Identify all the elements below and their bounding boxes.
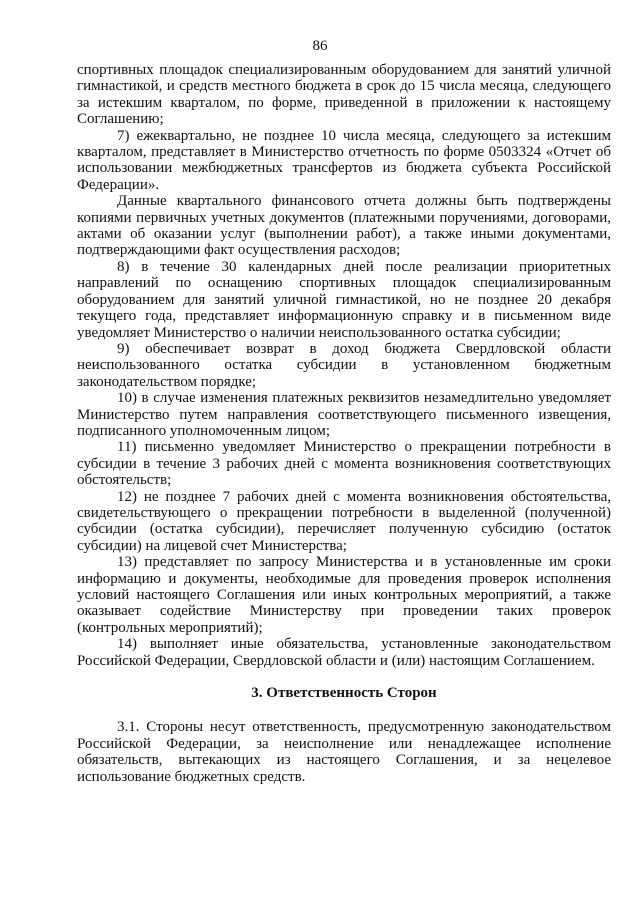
section-heading: 3. Ответственность Сторон bbox=[251, 685, 437, 702]
paragraph-item-14: 14) выполняет иные обязательства, установленные законодательством Российской Федерации, Свердловской области и (или) настоящим Соглашением. bbox=[77, 636, 611, 669]
paragraph-item-7: 7) ежеквартально, не позднее 10 числа месяца, следующего за истекшим кварталом, представляет в Министерство отчетность по форме 0503324 «Отчет об использовании межбюджетных трансфертов из бюджета субъекта Российской Федерации». bbox=[77, 127, 611, 193]
paragraph-item-8: 8) в течение 30 календарных дней после реализации приоритетных направлений по оснащению спортивных площадок специализированным оборудованием для занятий уличной гимнастикой, но не позднее 20 декабря текущего года, представляет информационную справку и в письменном виде уведомляет Министерство о наличии неиспользованного остатка субсидии; bbox=[77, 258, 611, 341]
paragraph-item-11: 11) письменно уведомляет Министерство о прекращении потребности в субсидии в течение 3 рабочих дней с момента возникновения соответствующих обстоятельств; bbox=[77, 439, 611, 489]
document-body bbox=[77, 62, 611, 785]
paragraph-continuation: спортивных площадок специализированным оборудованием для занятий уличной гимнастикой, и средств местного бюджета в срок до 15 числа месяца, следующего за истекшим кварталом, по форме, приведенной в приложении к настоящему Соглашению; bbox=[77, 62, 611, 128]
paragraph-item-13: 13) представляет по запросу Министерства и в установленные им сроки информацию и документы, необходимые для проведения проверок исполнения условий настоящего Соглашения или иных контрольных мероприятий, а также оказывает содействие Министерству при проведении таких проверок (контрольных мероприятий); bbox=[77, 554, 611, 636]
paragraph-quarterly-report: Данные квартального финансового отчета должны быть подтверждены копиями первичных учетных документов (платежными поручениями, договорами, актами об оказании услуг (выполнении работ), а также иными документами, подтверждающими факт осуществления расходов; bbox=[77, 193, 611, 259]
paragraph-clause-3-1: 3.1. Стороны несут ответственность, предусмотренную законодательством Российской Федерации, за неисполнение или ненадлежащее исполнение обязательств, вытекающих из настоящего Соглашения, и за нецелевое использование бюджетных средств. bbox=[77, 719, 611, 785]
paragraph-item-10: 10) в случае изменения платежных реквизитов незамедлительно уведомляет Министерство путем направления соответствующего письменного извещения, подписанного уполномоченным лицом; bbox=[77, 390, 611, 439]
paragraph-item-9: 9) обеспечивает возврат в доход бюджета Свердловской области неиспользованного остатка субсидии в установленном бюджетным законодательством порядке; bbox=[77, 340, 611, 390]
paragraph-item-12: 12) не позднее 7 рабочих дней с момента возникновения обстоятельства, свидетельствующего о прекращении потребности в выделенной (полученной) субсидии (остатка субсидии), перечисляет полученную субсидию (остаток субсидии) на лицевой счет Министерства; bbox=[77, 488, 611, 554]
page-number: 86 bbox=[312, 38, 328, 54]
